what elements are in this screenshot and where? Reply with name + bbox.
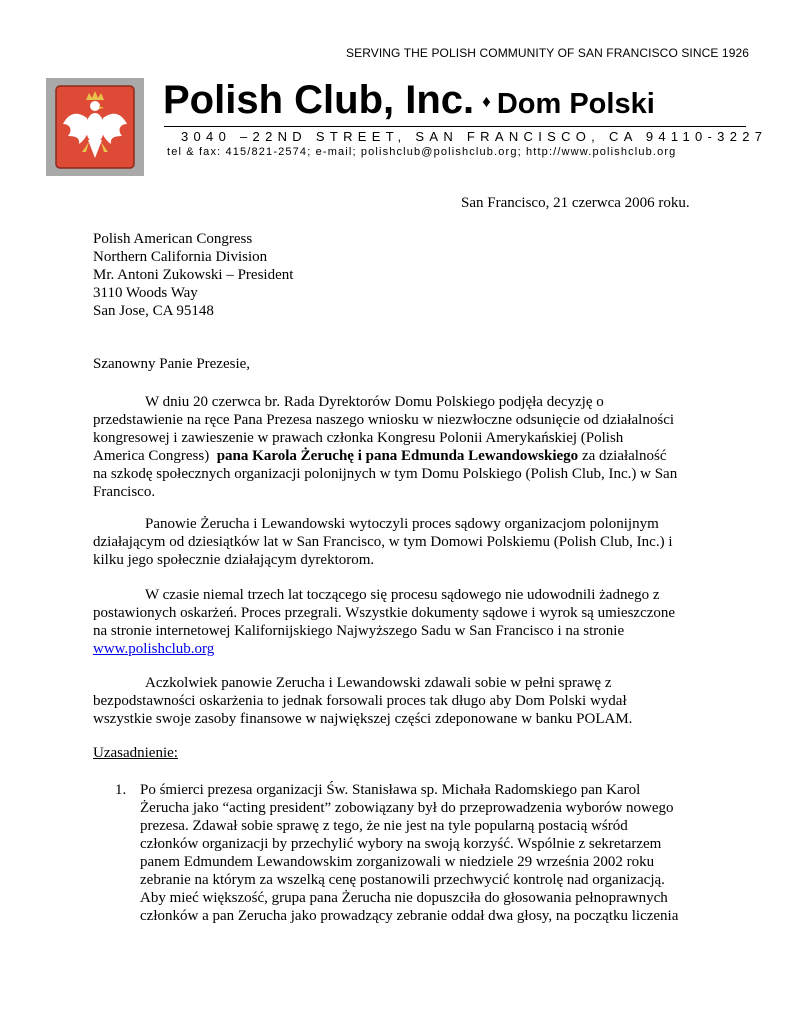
list-line: Aby mieć większość, grupa pana Żerucha nie dopuszciła do głosowania pełnoprawnych xyxy=(140,890,668,906)
letterhead-contact: tel & fax: 415/821-2574; e-mail; polishclub@polishclub.org; http://www.polishclub.org xyxy=(167,146,677,158)
club-name: Polish Club, Inc. xyxy=(163,78,475,122)
list-line: zebranie na którym za wszelką cenę postanowili przechwycić kontrolę nad organizacją. xyxy=(140,872,665,888)
paragraph-line: na stronie internetowej Kalifornijskiego Najwyższego Sadu w San Francisco i na stronie xyxy=(93,623,625,639)
recipient-line: Mr. Antoni Zukowski – President xyxy=(93,267,294,283)
bold-names: pana Karola Żeruchę i pana Edmunda Lewandowskiego xyxy=(216,448,579,464)
paragraph-line: kongresowej i zawieszenie w prawach członka Kongresu Polonii Amerykańskiej (Polish xyxy=(93,430,624,446)
list-line: Żerucha jako “acting president” zobowiązany był do przeprowadzenia wyborów nowego xyxy=(140,800,674,816)
list-line: prezesa. Zdawał sobie sprawę z tego, że nie jest na tyle popularną postacią wśród xyxy=(140,818,628,834)
paragraph-line: bezpodstawności oskarżenia to jednak forsowali proces tak długo aby Dom Polski wydał xyxy=(93,693,627,709)
paragraph-3 xyxy=(93,586,708,658)
list-item-body xyxy=(140,781,678,925)
list-line: członków organizacji by przechylić wybory na swoją korzyść. Wspólnie z sekretarzem xyxy=(140,836,662,852)
paragraph-line: działającym od dziesiątków lat w San Francisco, w tym Domowi Polskiemu (Polish Club, Inc.) i xyxy=(93,534,673,550)
paragraph-line: W dniu 20 czerwca br. Rada Dyrektorów Domu Polskiego podjęła decyzję o xyxy=(145,394,604,410)
paragraph-line: wszystkie swoje zasoby finansowe w największej części zdeponowane w banku POLAM. xyxy=(93,711,633,727)
list-line: Po śmierci prezesa organizacji Św. Stanisława sp. Michała Radomskiego pan Karol xyxy=(140,782,641,798)
list-line: członków a pan Zerucha jako prowadzący zebranie oddał dwa głosy, na początku liczenia xyxy=(140,908,679,924)
paragraph-4 xyxy=(93,674,708,728)
paragraph-line xyxy=(93,640,708,658)
letterhead-address: 3040 –22ND STREET, SAN FRANCISCO, CA 94110-3227 xyxy=(181,129,768,144)
paragraph-line: postawionych oskarżeń. Proces przegrali. Wszystkie dokumenty sądowe i wyrok są umieszczone xyxy=(93,605,676,621)
letter-greeting: Szanowny Panie Prezesie, xyxy=(93,356,251,372)
list-line: panem Edmundem Lewandowskim zorganizowali w niedziele 29 września 2002 roku xyxy=(140,854,655,870)
letter-date: San Francisco, 21 czerwca 2006 roku. xyxy=(461,195,690,211)
website-link[interactable]: www.polishclub.org xyxy=(93,641,215,657)
paragraph-line: przedstawienie na ręce Pana Prezesa naszego wniosku w niezwłoczne odsunięcie od działalności xyxy=(93,412,675,428)
text-span: za działalność xyxy=(578,448,667,464)
club-title xyxy=(163,76,655,128)
recipient-line: San Jose, CA 95148 xyxy=(93,303,214,319)
letterhead-divider xyxy=(164,126,746,127)
club-subtitle: Dom Polski xyxy=(496,88,655,120)
paragraph-2 xyxy=(93,515,708,569)
paragraph-line: Aczkolwiek panowie Zerucha i Lewandowski zdawali sobie w pełni sprawę z xyxy=(145,675,612,691)
paragraph-line xyxy=(93,447,708,465)
recipient-line: Polish American Congress xyxy=(93,231,253,247)
recipient-address xyxy=(93,230,293,320)
paragraph-line: na szkodę społecznych organizacji polonijnych w tym Domu Polskiego (Polish Club, Inc.) w San xyxy=(93,466,678,482)
paragraph-line: W czasie niemal trzech lat toczącego się procesu sądowego nie udowodnili żadnego z xyxy=(145,587,660,603)
text-span: America Congress) xyxy=(93,448,217,464)
recipient-line: 3110 Woods Way xyxy=(93,285,198,301)
paragraph-line: kilku jego społecznie działającym dyrektorom. xyxy=(93,552,375,568)
letterhead-tagline: SERVING THE POLISH COMMUNITY OF SAN FRANCISCO SINCE 1926 xyxy=(346,46,750,60)
diamond-separator-icon: ♦ xyxy=(482,92,491,112)
justification-heading: Uzasadnienie: xyxy=(93,745,178,761)
paragraph-1 xyxy=(93,393,708,501)
paragraph-line: Francisco. xyxy=(93,484,156,500)
recipient-line: Northern California Division xyxy=(93,249,268,265)
polish-eagle-icon xyxy=(46,78,144,176)
list-item-number: 1. xyxy=(115,782,127,798)
paragraph-line: Panowie Żerucha i Lewandowski wytoczyli proces sądowy organizacjom polonijnym xyxy=(145,516,659,532)
